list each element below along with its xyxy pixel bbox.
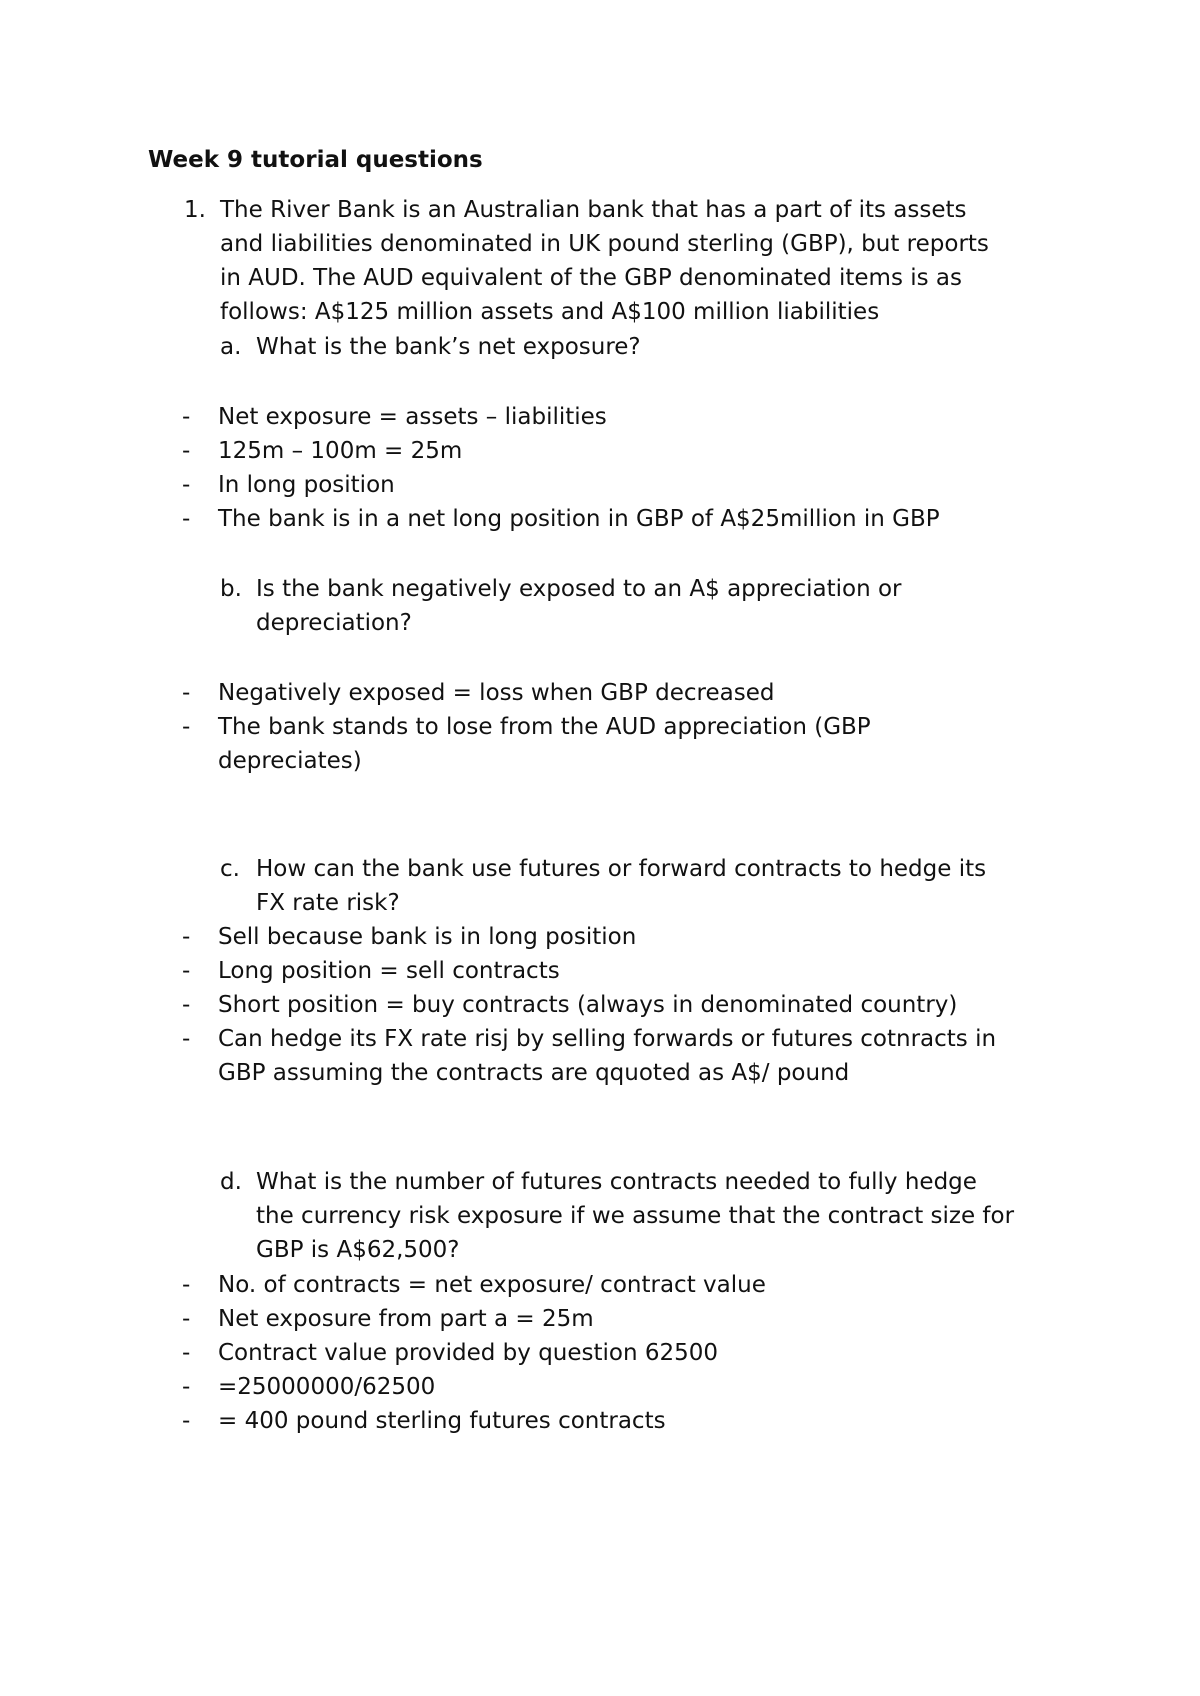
part-marker: c. — [220, 856, 240, 882]
bullet-marker: - — [182, 506, 191, 532]
question-line: follows: A$125 million assets and A$100 million liabilities — [220, 299, 880, 325]
bullet-marker: - — [182, 924, 191, 950]
question-line: in AUD. The AUD equivalent of the GBP denominated items is as — [220, 265, 963, 291]
bullet-marker: - — [182, 404, 191, 430]
bullet-marker: - — [182, 1026, 191, 1052]
part-line: depreciation? — [256, 610, 412, 636]
question-line: and liabilities denominated in UK pound sterling (GBP), but reports — [220, 231, 989, 257]
bullet-text: In long position — [218, 472, 395, 498]
part-line: the currency risk exposure if we assume that the contract size for — [256, 1203, 1015, 1229]
bullet-text: =25000000/62500 — [218, 1374, 436, 1400]
part-line: Is the bank negatively exposed to an A$ appreciation or — [256, 576, 902, 602]
part-line: How can the bank use futures or forward contracts to hedge its — [256, 856, 987, 882]
bullet-text: The bank stands to lose from the AUD appreciation (GBP — [218, 714, 871, 740]
part-marker: a. — [220, 334, 242, 360]
question-line: The River Bank is an Australian bank that has a part of its assets — [220, 197, 967, 223]
bullet-text-continued: depreciates) — [218, 748, 362, 774]
part-line: What is the bank’s net exposure? — [256, 334, 641, 360]
part-line: What is the number of futures contracts needed to fully hedge — [256, 1169, 977, 1195]
bullet-text: Can hedge its FX rate risj by selling forwards or futures cotnracts in — [218, 1026, 997, 1052]
bullet-marker: - — [182, 438, 191, 464]
bullet-marker: - — [182, 680, 191, 706]
bullet-text: The bank is in a net long position in GBP of A$25million in GBP — [218, 506, 940, 532]
bullet-marker: - — [182, 472, 191, 498]
bullet-text: = 400 pound sterling futures contracts — [218, 1408, 666, 1434]
part-line: GBP is A$62,500? — [256, 1237, 460, 1263]
bullet-text: Net exposure = assets – liabilities — [218, 404, 607, 430]
bullet-marker: - — [182, 958, 191, 984]
bullet-marker: - — [182, 1272, 191, 1298]
bullet-text: 125m – 100m = 25m — [218, 438, 463, 464]
bullet-marker: - — [182, 1374, 191, 1400]
question-number: 1. — [184, 197, 206, 223]
bullet-marker: - — [182, 992, 191, 1018]
bullet-text: Net exposure from part a = 25m — [218, 1306, 594, 1332]
bullet-text-continued: GBP assuming the contracts are qquoted as A$/ pound — [218, 1060, 850, 1086]
part-marker: d. — [220, 1169, 242, 1195]
bullet-marker: - — [182, 1340, 191, 1366]
bullet-text: Sell because bank is in long position — [218, 924, 637, 950]
bullet-marker: - — [182, 1306, 191, 1332]
bullet-text: No. of contracts = net exposure/ contract value — [218, 1272, 766, 1298]
bullet-text: Short position = buy contracts (always in denominated country) — [218, 992, 958, 1018]
bullet-text: Contract value provided by question 62500 — [218, 1340, 719, 1366]
part-line: FX rate risk? — [256, 890, 400, 916]
bullet-text: Negatively exposed = loss when GBP decreased — [218, 680, 775, 706]
bullet-text: Long position = sell contracts — [218, 958, 560, 984]
bullet-marker: - — [182, 1408, 191, 1434]
part-marker: b. — [220, 576, 242, 602]
bullet-marker: - — [182, 714, 191, 740]
document-title: Week 9 tutorial questions — [148, 147, 483, 173]
